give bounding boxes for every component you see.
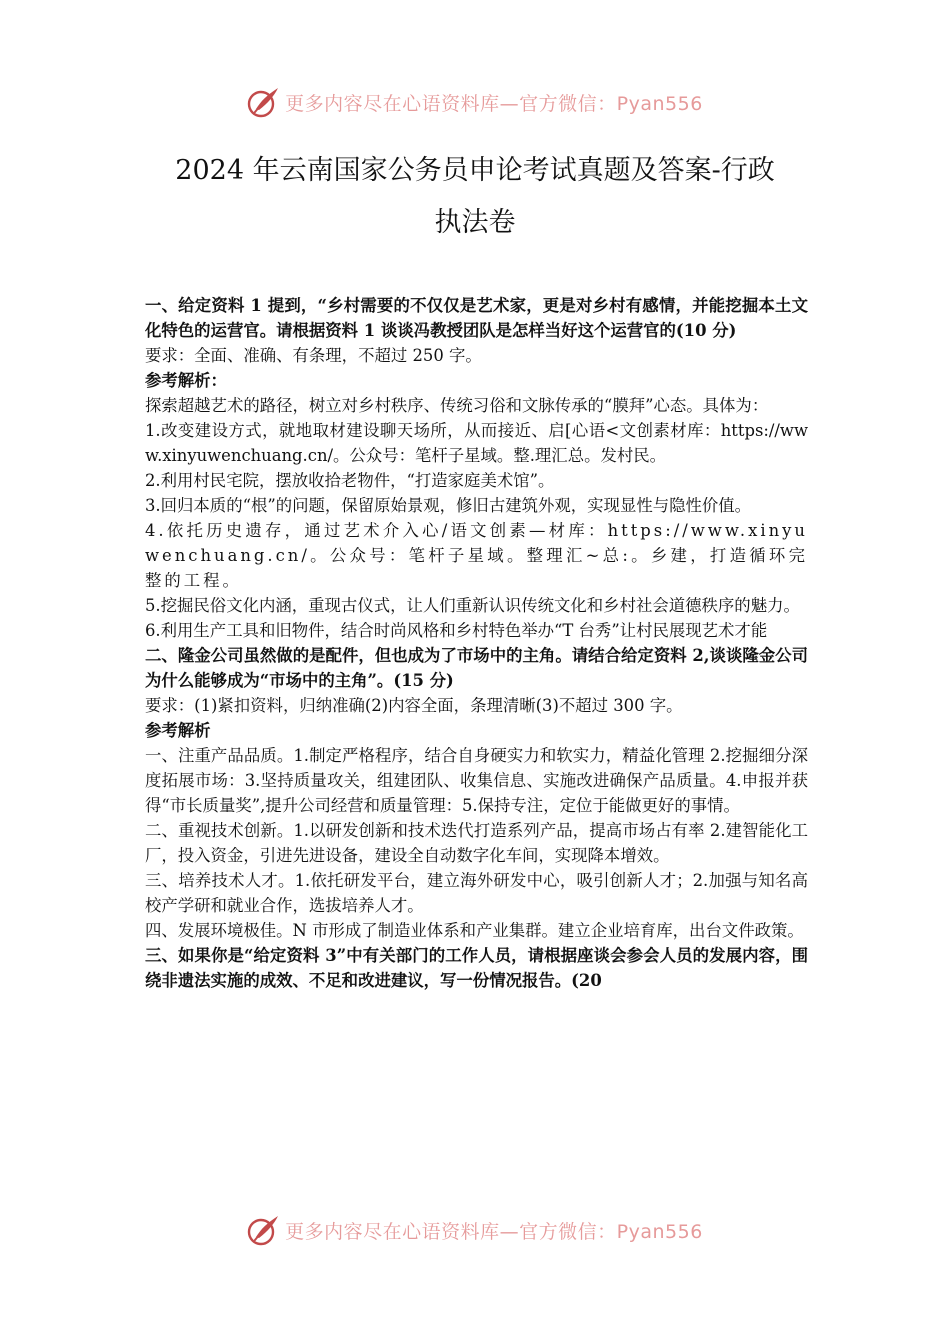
quill-logo-icon	[247, 1213, 281, 1247]
answer-2-heading: 参考解析	[145, 721, 211, 740]
document-title-line-1: 2024 年云南国家公务员申论考试真题及答案-行政	[175, 155, 775, 186]
header-watermark-text: 更多内容尽在心语资料库—官方微信：Pyan556	[285, 92, 703, 115]
document-body	[145, 293, 808, 993]
answer-1-point-3: 3.回归本质的“根”的问题，保留原始景观，修旧古建筑外观，实现显性与隐性价值。	[145, 496, 752, 515]
question-1-requirement: 要求：全面、准确、有条理，不超过 250 字。	[145, 346, 482, 365]
answer-1-point-2: 2.利用村民宅院，摆放收拾老物件，“打造家庭美术馆”。	[145, 471, 555, 490]
answer-2-section-1: 一、注重产品品质。1.制定严格程序，结合自身硬实力和软实力，精益化管理 2.挖掘细分深度拓展市场：3.坚持质量攻关，组建团队、收集信息、实施改进确保产品质量。4.申报并获得“市长质量奖”,提升公司经营和质量管理：5.保持专注，定位于能做更好的事情。	[145, 746, 808, 815]
document-title-line-2: 执法卷	[434, 207, 516, 238]
answer-1-point-4: 4.依托历史遗存，通过艺术介入心/语文创素—材库：https://www.xinyuwenchuang.cn/。公众号：笔杆子星域。整理汇~总:。乡建，打造循环完整的工程。	[145, 521, 808, 590]
question-3-heading: 三、如果你是“给定资料 3”中有关部门的工作人员，请根据座谈会参会人员的发展内容，围绕非遗法实施的成效、不足和改进建议，写一份情况报告。(20	[145, 946, 808, 990]
question-2-heading: 二、隆金公司虽然做的是配件，但也成为了市场中的主角。请结合给定资料 2,谈谈隆金公司为什么能够成为“市场中的主角”。(15 分)	[145, 646, 808, 690]
answer-1-intro: 探索超越艺术的路径，树立对乡村秩序、传统习俗和文脉传承的“膜拜”心态。具体为：	[145, 396, 769, 415]
answer-2-section-3: 三、培养技术人才。1.依托研发平台，建立海外研发中心，吸引创新人才；2.加强与知名高校产学研和就业合作，选拔培养人才。	[145, 871, 808, 915]
document-title	[0, 145, 950, 249]
answer-2-section-4: 四、发展环境极佳。N 市形成了制造业体系和产业集群。建立企业培育库，出台文件政策。	[145, 921, 804, 940]
answer-2-section-2: 二、重视技术创新。1.以研发创新和技术迭代打造系列产品，提高市场占有率 2.建智能化工厂，投入资金，引进先进设备，建设全自动数字化车间，实现降本增效。	[145, 821, 808, 865]
answer-1-point-6: 6.利用生产工具和旧物件，结合时尚风格和乡村特色举办“T 台秀”让村民展现艺术才能	[145, 621, 768, 640]
answer-1-point-1: 1.改变建设方式，就地取材建设聊天场所，从而接近、启[心语<文创素材库：https://www.xinyuwenchuang.cn/。公众号：笔杆子星域。整.理汇总。发村民。	[145, 421, 808, 465]
answer-1-heading: 参考解析：	[145, 371, 227, 390]
question-2-requirement: 要求：(1)紧扣资料，归纳准确(2)内容全面，条理清晰(3)不超过 300 字。	[145, 696, 683, 715]
answer-1-point-5: 5.挖掘民俗文化内涵，重现古仪式，让人们重新认识传统文化和乡村社会道德秩序的魅力。	[145, 596, 800, 615]
footer-watermark-banner	[0, 1208, 950, 1252]
header-watermark-banner	[0, 80, 950, 124]
footer-watermark-text: 更多内容尽在心语资料库—官方微信：Pyan556	[285, 1220, 703, 1243]
question-1-heading: 一、给定资料 1 提到，“乡村需要的不仅仅是艺术家，更是对乡村有感情，并能挖掘本土文化特色的运营官。请根据资料 1 谈谈冯教授团队是怎样当好这个运营官的(10 分)	[145, 296, 808, 340]
quill-logo-icon	[247, 85, 281, 119]
